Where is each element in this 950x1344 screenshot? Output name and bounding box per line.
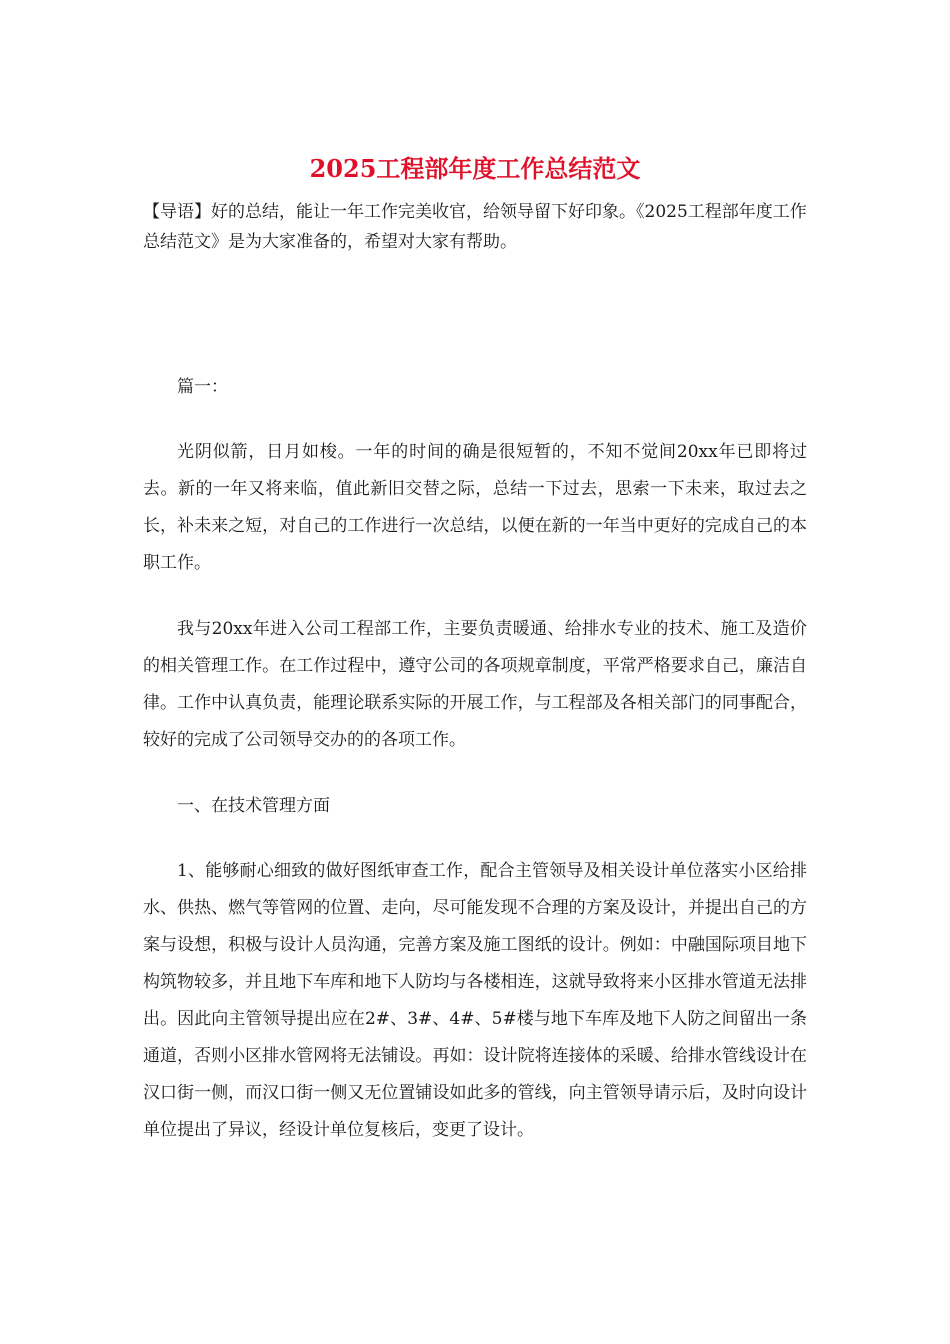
document-title: 2025工程部年度工作总结范文 (309, 154, 641, 183)
section-heading: 一、在技术管理方面 (177, 796, 330, 816)
intro-paragraph: 【导语】好的总结，能让一年工作完美收官，给领导留下好印象。《2025工程部年度工作总结范文》是为大家准备的，希望对大家有帮助。 (143, 202, 807, 252)
section-label: 篇一： (177, 377, 228, 397)
body-paragraph: 光阴似箭，日月如梭。一年的时间的确是很短暂的，不知不觉间20xx年已即将过去。新的一年又将来临，值此新旧交替之际，总结一下过去，思索一下未来，取过去之长，补未来之短，对自己的工作进行一次总结，以便在新的一年当中更好的完成自己的本职工作。 (143, 442, 807, 573)
body-paragraph: 1、能够耐心细致的做好图纸审查工作，配合主管领导及相关设计单位落实小区给排水、供热、燃气等管网的位置、走向，尽可能发现不合理的方案及设计，并提出自己的方案与设想，积极与设计人员沟通，完善方案及施工图纸的设计。例如：中融国际项目地下构筑物较多，并且地下车库和地下人防均与各楼相连，这就导致将来小区排水管道无法排出。因此向主管领导提出应在2#、3#、4#、5#楼与地下车库及地下人防之间留出一条通道，否则小区排水管网将无法铺设。再如：设计院将连接体的采暖、给排水管线设计在汉口街一侧，而汉口街一侧又无位置铺设如此多的管线，向主管领导请示后，及时向设计单位提出了异议，经设计单位复核后，变更了设计。 (143, 861, 807, 1140)
document-body (143, 369, 807, 1178)
body-paragraph: 我与20xx年进入公司工程部工作，主要负责暖通、给排水专业的技术、施工及造价的相关管理工作。在工作过程中，遵守公司的各项规章制度，平常严格要求自己，廉洁自律。工作中认真负责，能理论联系实际的开展工作，与工程部及各相关部门的同事配合，较好的完成了公司领导交办的的各项工作。 (143, 619, 807, 750)
